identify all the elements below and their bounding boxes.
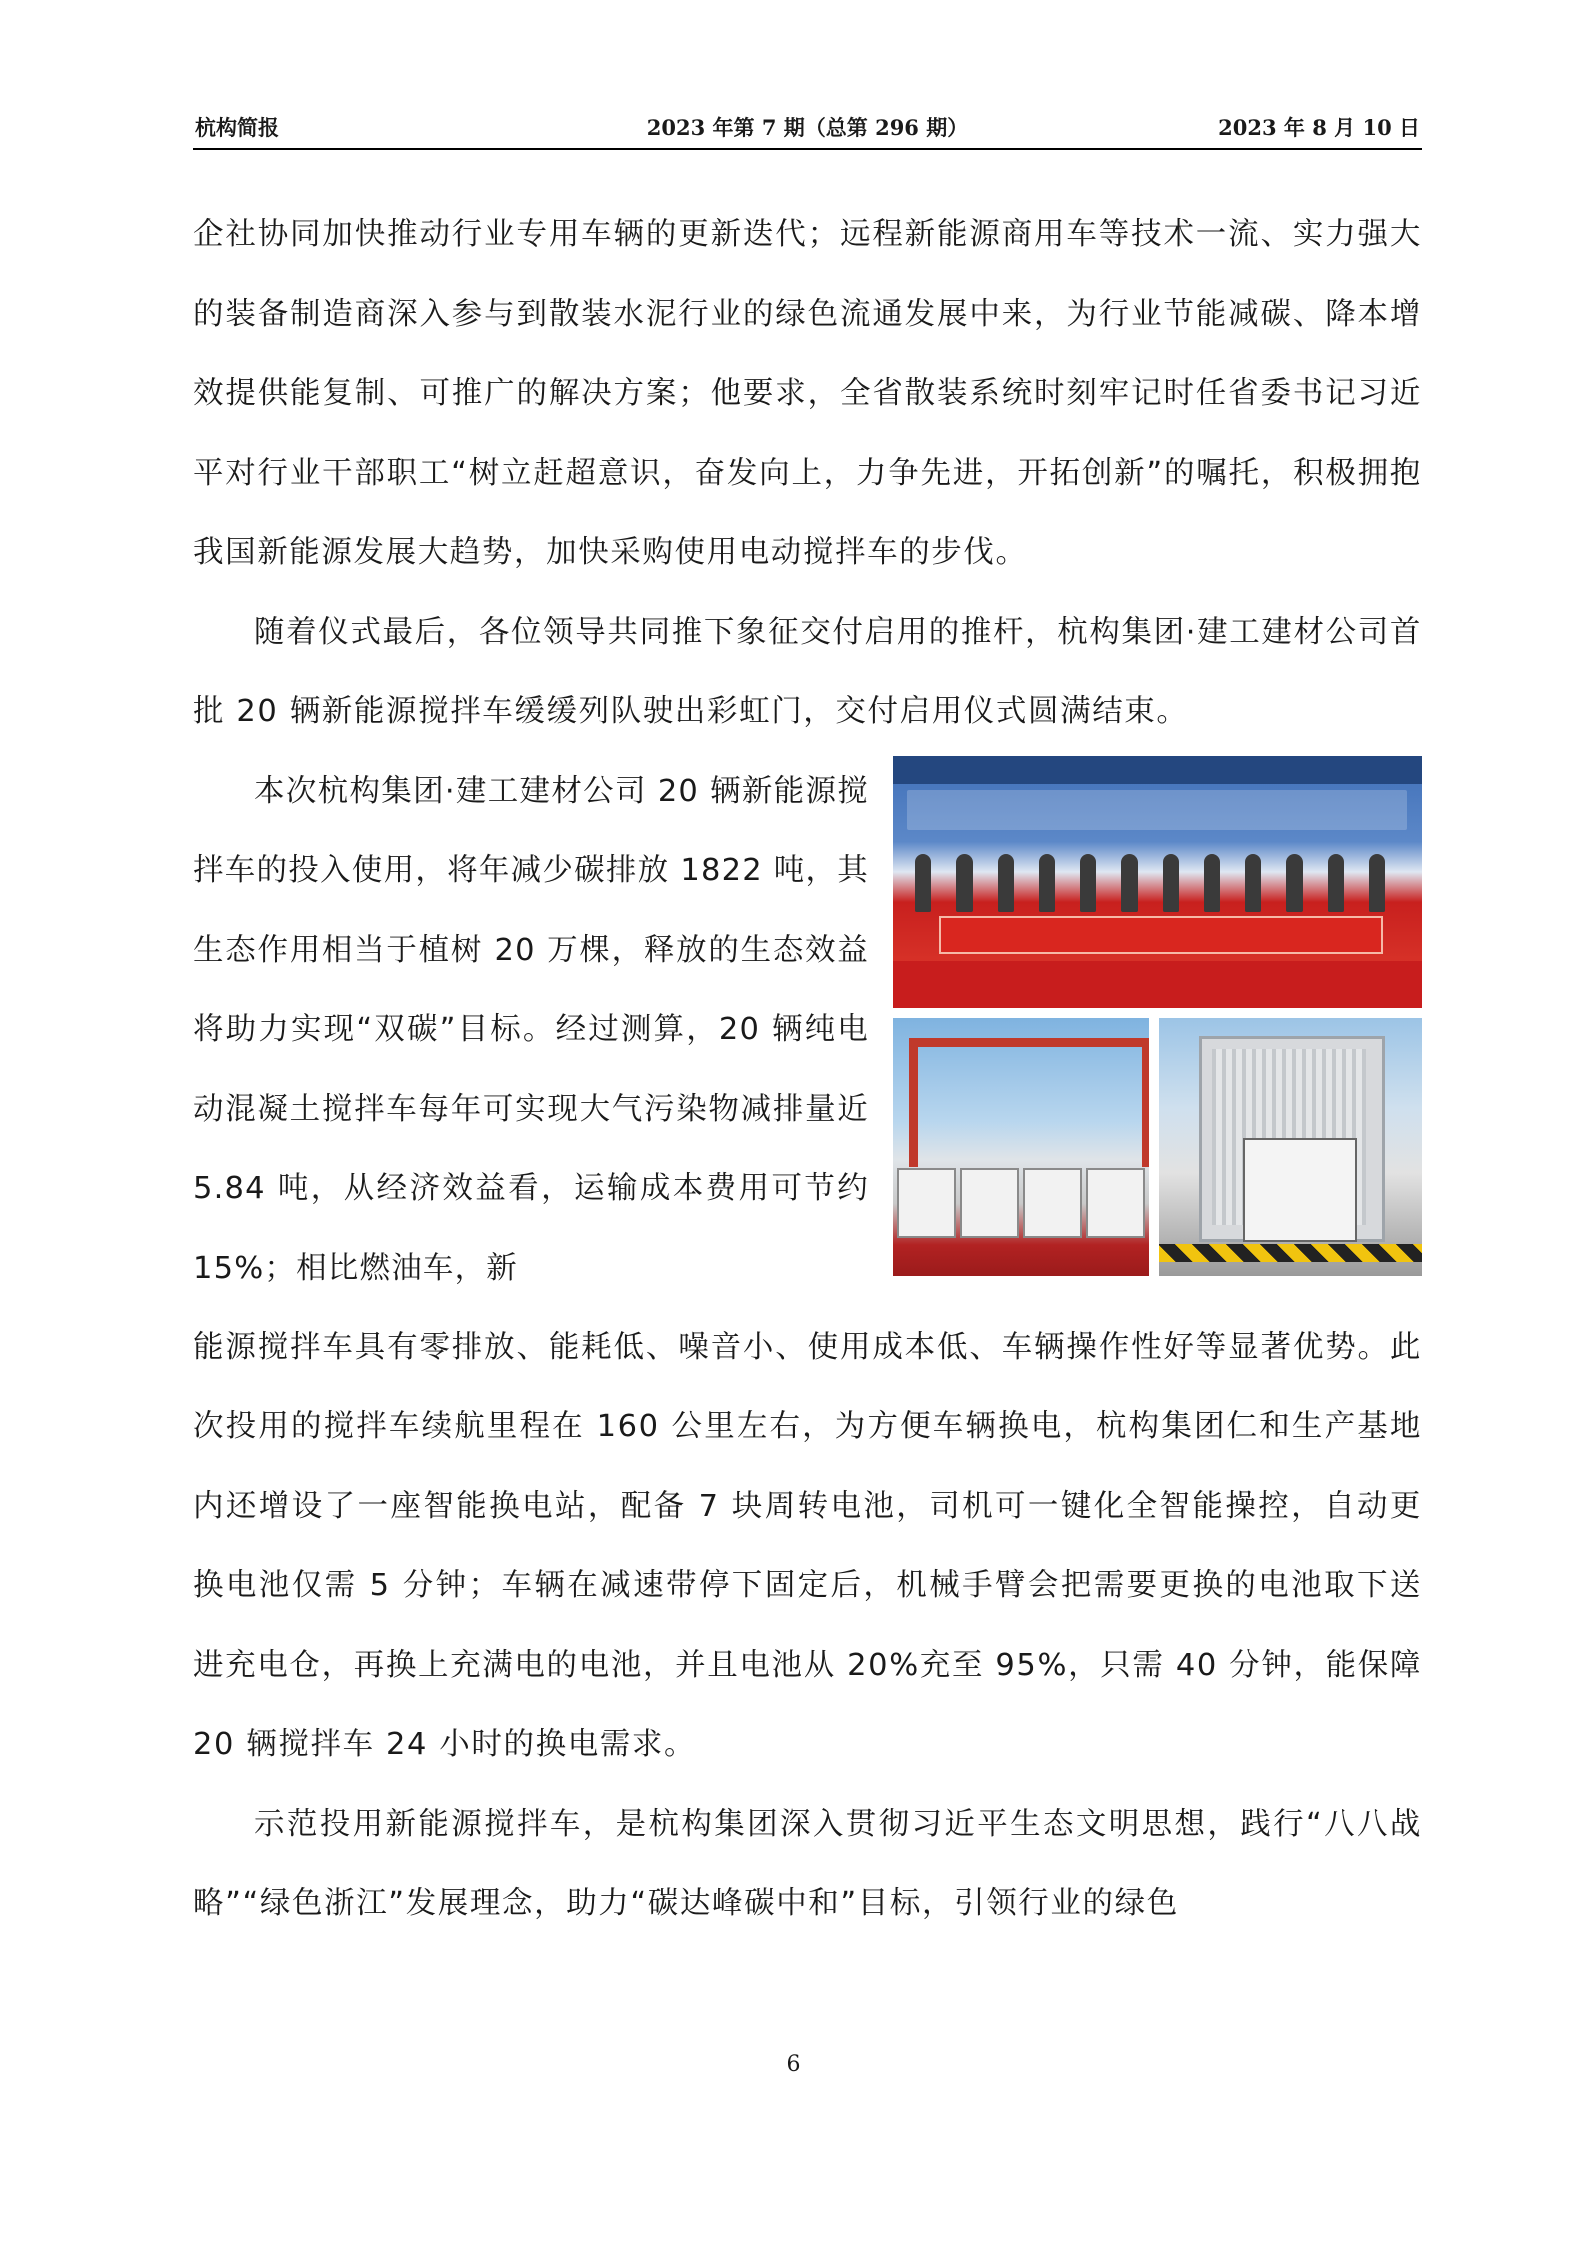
article-body: [193, 195, 1422, 1944]
issue-number: 2023 年第 7 期（总第 296 期）: [646, 115, 969, 140]
battery-swap-station-photo: [1159, 1018, 1422, 1276]
paragraph-3-continued: 能源搅拌车具有零排放、能耗低、噪音小、使用成本低、车辆操作性好等显著优势。此次投用的搅拌车续航里程在 160 公里左右，为方便车辆换电，杭构集团仁和生产基地内还增设了一座智能换电站，配备 7 块周转电池，司机可一键化全智能操控，自动更换电池仅需 5 分钟；车辆在减速带停下固定后，机械手臂会把需要更换的电池取下送进充电仓，再换上充满电的电池，并且电池从 20%充至 95%，只需 40 分钟，能保障 20 辆搅拌车 24 小时的换电需求。: [193, 1329, 1422, 1762]
text-image-block: [193, 752, 1422, 1308]
paragraph-4: 示范投用新能源搅拌车，是杭构集团深入贯彻习近平生态文明思想，践行“八八战略”“绿色浙江”发展理念，助力“碳达峰碳中和”目标，引领行业的绿色: [193, 1806, 1422, 1921]
wrapped-text-column: [193, 752, 869, 1309]
truck-row: [897, 1168, 1145, 1238]
issue-date: 2023 年 8 月 10 日: [1218, 115, 1420, 140]
ceremony-podium: [939, 916, 1383, 954]
page-header: [193, 108, 1422, 150]
red-carpet: [893, 961, 1422, 1008]
mixer-trucks-photo: [893, 1018, 1149, 1276]
ceremony-stage-photo: [893, 756, 1422, 1008]
paragraph-1: 企社协同加快推动行业专用车辆的更新迭代；远程新能源商用车等技术一流、实力强大的装备制造商深入参与到散装水泥行业的绿色流通发展中来，为行业节能减碳、降本增效提供能复制、可推广的解决方案；他要求，全省散装系统时刻牢记时任省委书记习近平对行业干部职工“树立赶超意识，奋发向上，力争先进，开拓创新”的嘱托，积极拥抱我国新能源发展大趋势，加快采购使用电动搅拌车的步伐。: [193, 217, 1422, 570]
stage-banner: [907, 790, 1407, 830]
sponsor-logo-strip: [893, 756, 1422, 784]
hazard-stripe: [1159, 1244, 1422, 1262]
gantry-crane: [909, 1038, 1149, 1167]
guests-on-stage: [915, 854, 1385, 912]
mixer-truck: [1243, 1138, 1357, 1242]
page-number: 6: [786, 2052, 801, 2077]
photo-collage: [893, 756, 1422, 1276]
paragraph-3-wrapped: 本次杭构集团·建工建材公司 20 辆新能源搅拌车的投入使用，将年减少碳排放 1822 吨，其生态作用相当于植树 20 万棵，释放的生态效益将助力实现“双碳”目标。经过测算，20 辆纯电动混凝土搅拌车每年可实现大气污染物减排量近 5.84 吨，从经济效益看，运输成本费用可节约 15%；相比燃油车，新: [193, 773, 869, 1286]
publication-name: 杭构简报: [195, 115, 279, 140]
paragraph-2: 随着仪式最后，各位领导共同推下象征交付启用的推杆，杭构集团·建工建材公司首批 20 辆新能源搅拌车缓缓列队驶出彩虹门，交付启用仪式圆满结束。: [193, 614, 1422, 729]
